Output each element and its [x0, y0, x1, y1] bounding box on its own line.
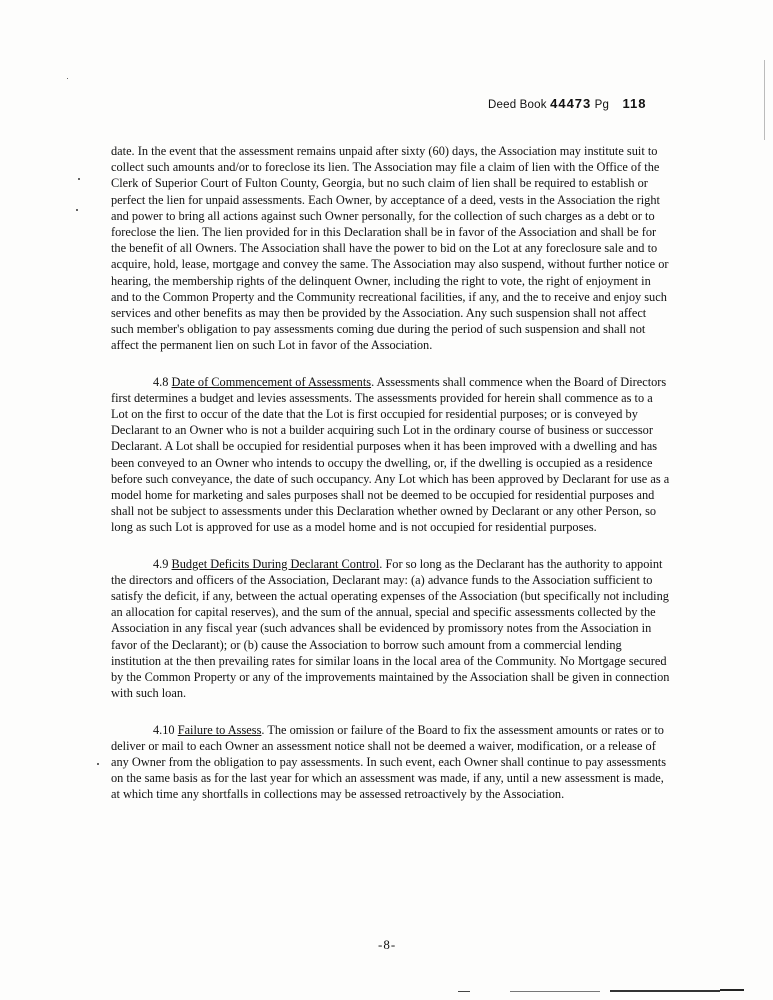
scan-bottom-line — [458, 991, 470, 992]
scan-bottom-line — [610, 990, 720, 992]
scan-speck — [76, 209, 78, 211]
scan-speck — [97, 763, 99, 765]
paragraph-continuation — [111, 143, 671, 354]
document-body — [111, 143, 671, 823]
section-heading: Budget Deficits During Declarant Control — [171, 556, 380, 571]
scan-edge-line — [764, 60, 765, 140]
paragraph-section-4-8 — [111, 374, 671, 536]
section-number: 4.10 — [153, 722, 175, 737]
paragraph-text: . Assessments shall commence when the Board of Directors first determines a budget and levies assessments. The assessments provided for herein shall commence as to a Lot on the first to occur of the date that the Lot is first occupied for residential purposes; or is conveyed by Declarant to an Owner who is not a builder acquiring such Lot in the ordinary course of business or successor Declarant. A Lot shall be occupied for residential purposes when it has been improved with a dwelling and has been conveyed to an Owner who intends to occupy the dwelling, or, if the dwelling is occupied as a residence before such conveyance, the date of such occupancy. Any Lot which has been approved by Declarant for use as a model home for marketing and sales purposes shall not be deemed to be occupied for residential purposes and shall not be subject to assessments under this Declaration whether owned by Declarant or any other Person, so long as such Lot is approved for use as a model home and is not occupied for residential purposes. — [111, 374, 670, 535]
section-heading: Failure to Assess — [177, 722, 262, 737]
section-heading: Date of Commencement of Assessments — [171, 374, 372, 389]
scan-bottom-line — [510, 991, 600, 992]
paragraph-section-4-9 — [111, 556, 671, 702]
deed-book-label: Deed Book — [488, 99, 547, 111]
scan-speck — [78, 178, 80, 180]
scan-bottom-line — [720, 989, 744, 991]
deed-page-number: 118 — [622, 96, 647, 111]
paragraph-text: . The omission or failure of the Board to fix the assessment amounts or rates or to deliver or mail to each Owner an assessment notice shall not be deemed a waiver, modification, or a release of any Owner from the obligation to pay assessments. In such event, each Owner shall continue to pay assessments on the same basis as for the last year for which an assessment was made, if any, until a new assessment is made, at which time any shortfalls in collections may be assessed retroactively by the Association. — [111, 722, 666, 802]
paragraph-section-4-10 — [111, 722, 671, 803]
deed-book-reference — [488, 96, 647, 111]
section-number: 4.9 — [153, 556, 169, 571]
paragraph-text: date. In the event that the assessment remains unpaid after sixty (60) days, the Association may institute suit to collect such amounts and/or to foreclose its lien. The Association may file a claim of lien with the Office of the Clerk of Superior Court of Fulton County, Georgia, but no such claim of lien shall be required to establish or perfect the lien for unpaid assessments. Each Owner, by acceptance of a deed, vests in the Association the right and power to bring all actions against such Owner personally, for the collection of such charges as a debt or to foreclose the lien. The lien provided for in this Declaration shall be in favor of the Association and shall be for the benefit of all Owners. The Association shall have the power to bid on the Lot at any foreclosure sale and to acquire, hold, lease, mortgage and convey the same. The Association may also suspend, without further notice or hearing, the membership rights of the delinquent Owner, including the right to vote, the right of enjoyment in and to the Common Property and the Community recreational facilities, if any, and the to receive and enjoy such services and other benefits as may then be provided by the Association. Any such suspension shall not affect such member's obligation to pay assessments coming due during the period of such suspension and shall not affect the permanent lien on such Lot in favor of the Association. — [111, 144, 669, 353]
section-number: 4.8 — [153, 374, 169, 389]
deed-book-number: 44473 — [550, 96, 592, 111]
scan-speck — [67, 78, 68, 79]
page-number-footer: -8- — [378, 937, 397, 952]
paragraph-text: . For so long as the Declarant has the authority to appoint the directors and officers of the Association, Declarant may: (a) advance funds to the Association sufficient to satisfy the deficit, if any, between the actual operating expenses of the Association (but specifically not including an allocation for capital reserves), and the sum of the annual, special and specific assessments collected by the Association in any fiscal year (such advances shall be evidenced by promissory notes from the Association in favor of the Declarant); or (b) cause the Association to borrow such amount from a commercial lending institution at the then prevailing rates for similar loans in the local area of the Community. No Mortgage secured by the Common Property or any of the improvements maintained by the Association shall be given in connection with such loan. — [111, 556, 670, 701]
pg-label: Pg — [594, 99, 610, 111]
